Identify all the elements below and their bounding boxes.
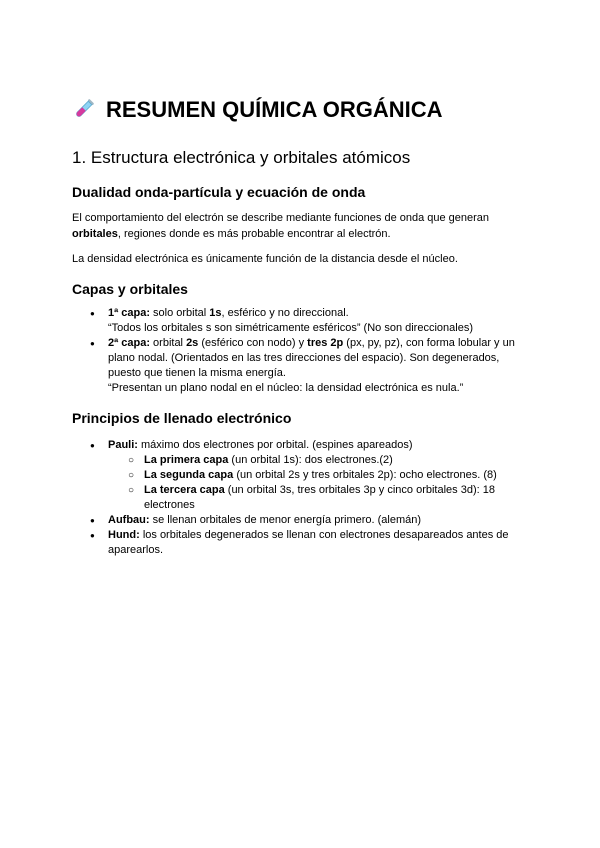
subheading-dualidad: Dualidad onda-partícula y ecuación de onda [72, 184, 366, 200]
list-item-capa-2: ● 2ª capa: orbital 2s (esférico con nodo) y tres 2p (px, py, pz), con forma lobular y un plano nodal. (Orientados en las tres direcciones del espacio). Son degenerados, puesto que tienen la misma energía. “Presentan un plano nodal en el núcleo: la densidad electrónica es nula.” [72, 336, 522, 396]
list-item-capa-1: ● 1ª capa: solo orbital 1s, esférico y no direccional. “Todos los orbitales s son simétricamente esféricos” (No son direccionales) [72, 306, 522, 336]
list-item-hund: ● Hund: los orbitales degenerados se llenan con electrones desapareados antes de aparearlos. [72, 528, 522, 558]
sublist-item-primera-capa: ○ La primera capa (un orbital 1s): dos electrones.(2) [108, 453, 522, 468]
list-item-aufbau: ● Aufbau: se llenan orbitales de menor energía primero. (alemán) [72, 513, 522, 528]
paragraph-densidad: La densidad electrónica es únicamente función de la distancia desde el núcleo. [72, 253, 458, 265]
sublist-item-segunda-capa: ○ La segunda capa (un orbital 2s y tres orbitales 2p): ocho electrones. (8) [108, 468, 522, 483]
paragraph-orbitales: El comportamiento del electrón se describe mediante funciones de onda que generan orbitales, regiones donde es más probable encontrar al electrón. [72, 212, 490, 240]
document-title: RESUMEN QUÍMICA ORGÁNICA [72, 93, 443, 127]
list-item-pauli: ● Pauli: máximo dos electrones por orbital. (espines apareados) ○ La primera capa (un orbital 1s): dos electrones.(2) ○ La segunda capa (un orbital 2s y tres orbitales 2p): ocho electrones. (8) ○ La tercera capa (un orbital 3s, tres orbitales 3p y cinco orbitales 3d): 18 electrones [72, 438, 522, 513]
subheading-capas: Capas y orbitales [72, 281, 188, 297]
principios-list [72, 438, 522, 558]
subheading-principios: Principios de llenado electrónico [72, 410, 292, 426]
pauli-sublist [108, 453, 522, 513]
capas-list [72, 306, 522, 396]
sublist-item-tercera-capa: ○ La tercera capa (un orbital 3s, tres orbitales 3p y cinco orbitales 3d): 18 electrones [108, 483, 522, 513]
section-heading: 1. Estructura electrónica y orbitales atómicos [72, 148, 411, 167]
test-tube-icon [72, 97, 96, 121]
